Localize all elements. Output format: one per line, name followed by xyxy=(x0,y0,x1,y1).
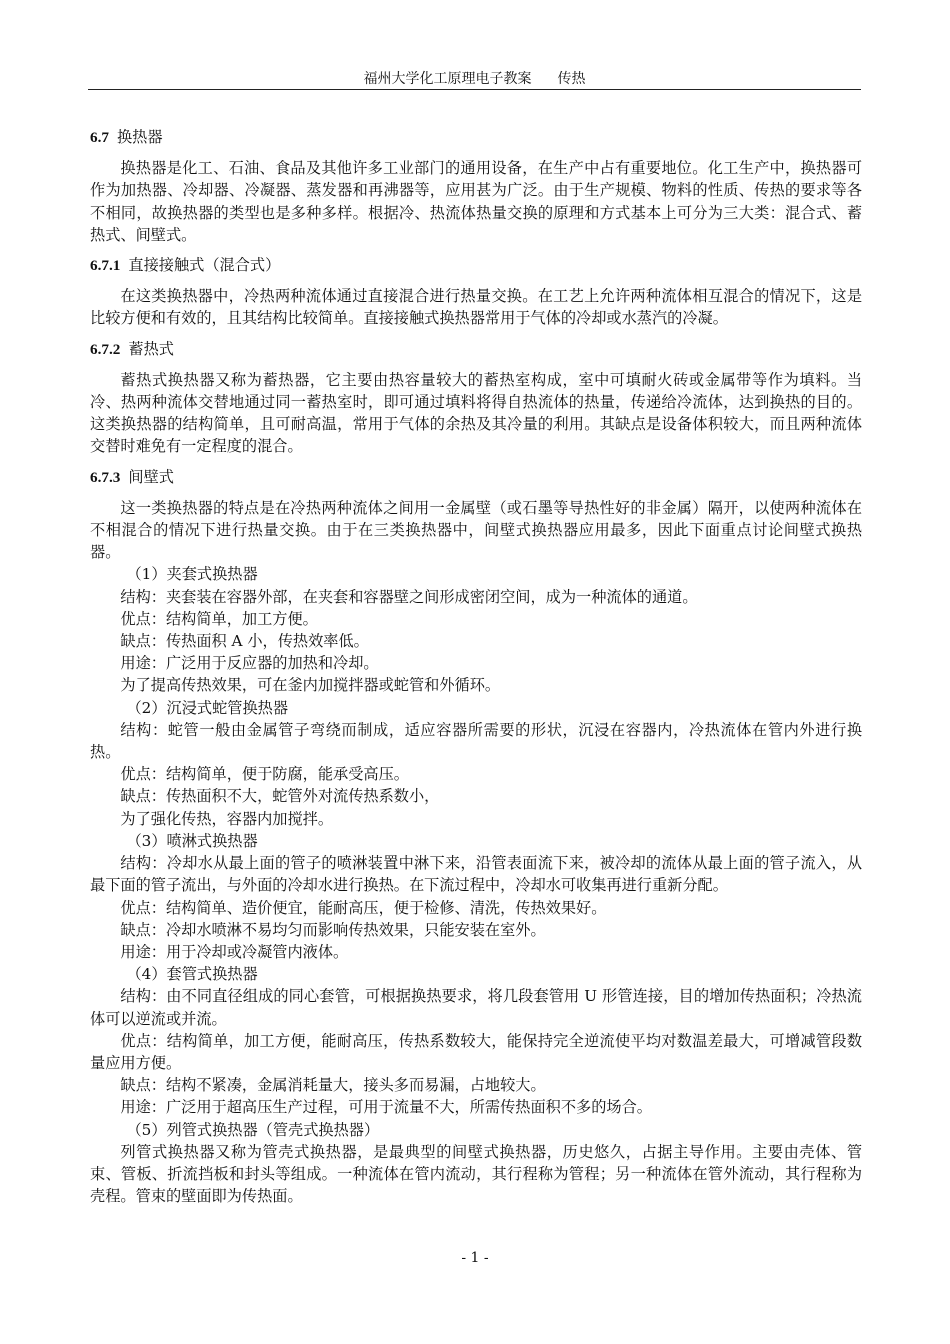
subheading-double-pipe-exchanger: （4）套管式换热器 xyxy=(126,965,258,984)
disadvantage-line: 缺点：冷却水喷淋不易均匀而影响传热效果，只能安装在室外。 xyxy=(120,920,546,939)
usage-line: 用途：广泛用于反应器的加热和冷却。 xyxy=(120,654,379,673)
paragraph: 蓄热式换热器又称为蓄热器，它主要由热容量较大的蓄热室构成，室中可填耐火砖或金属带等作为填料。当冷、热两种流体交替地通过同一蓄热室时，即可通过填料将得自热流体的热量，传递给冷流体，达到换热的目的。这类换热器的结构简单，且可耐高温，常用于气体的余热及其冷量的利用。其缺点是设备体积较大，而且两种流体交替时难免有一定程度的混合。 xyxy=(90,370,862,456)
structure-line: 结构：蛇管一般由金属管子弯绕而制成，适应容器所需要的形状，沉浸在容器内，冷热流体在管内外进行换热。 xyxy=(90,720,862,762)
structure-line: 结构：夹套装在容器外部，在夹套和容器壁之间形成密闭空间，成为一种流体的通道。 xyxy=(120,587,698,606)
subheading-coil-exchanger: （2）沉浸式蛇管换热器 xyxy=(126,698,289,717)
advantage-line: 优点：结构简单，便于防腐，能承受高压。 xyxy=(120,765,409,784)
paragraph: 列管式换热器又称为管壳式换热器，是最典型的间壁式换热器，历史悠久，占据主导作用。主要由壳体、管束、管板、折流挡板和封头等组成。一种流体在管内流动，其行程称为管程；另一种流体在管外流动，其行程称为壳程。管束的壁面即为传热面。 xyxy=(90,1142,862,1206)
structure-line: 结构：由不同直径组成的同心套管，可根据换热要求，将几段套管用 U 形管连接，目的增加传热面积；冷热流体可以逆流或并流。 xyxy=(90,987,862,1028)
page-header xyxy=(88,70,861,88)
usage-line: 用途：广泛用于超高压生产过程，可用于流量不大，所需传热面积不多的场合。 xyxy=(120,1098,652,1117)
subheading-spray-exchanger: （3）喷淋式换热器 xyxy=(126,831,258,850)
section-heading-6-7-1: 6.7.1 直接接触式（混合式） xyxy=(90,256,281,275)
advantage-line: 优点：结构简单、造价便宜，能耐高压，便于检修、清洗，传热效果好。 xyxy=(120,898,607,917)
section-heading-6-7: 6.7 换热器 xyxy=(90,128,163,146)
paragraph: 这一类换热器的特点是在冷热两种流体之间用一金属壁（或石墨等导热性好的非金属）隔开，以使两种流体在不相混合的情况下进行热量交换。由于在三类换热器中，间壁式换热器应用最多，因此下面重点讨论间壁式换热器。 xyxy=(90,498,862,562)
advantage-line: 优点：结构简单，加工方便，能耐高压，传热系数较大，能保持完全逆流使平均对数温差最大，可增减管段数量应用方便。 xyxy=(90,1031,862,1072)
note-line: 为了强化传热，容器内加搅拌。 xyxy=(120,809,334,828)
page-number: - 1 - xyxy=(461,1250,489,1266)
header-rule xyxy=(88,89,861,90)
header-title: 福州大学化工原理电子教案 xyxy=(363,71,532,87)
note-line: 为了提高传热效果，可在釜内加搅拌器或蛇管和外循环。 xyxy=(120,676,501,695)
document-body xyxy=(90,126,862,1207)
subheading-shell-tube-exchanger: （5）列管式换热器（管壳式换热器） xyxy=(126,1120,380,1139)
advantage-line: 优点：结构简单，加工方便。 xyxy=(120,609,318,628)
disadvantage-line: 缺点：结构不紧凑，金属消耗量大，接头多而易漏，占地较大。 xyxy=(120,1076,546,1095)
section-heading-6-7-2: 6.7.2 蓄热式 xyxy=(90,339,174,358)
subheading-jacket-exchanger: （1）夹套式换热器 xyxy=(126,565,258,584)
structure-line: 结构：冷却水从最上面的管子的喷淋装置中淋下来，沿管表面流下来，被冷却的流体从最上面的管子流入，从最下面的管子流出，与外面的冷却水进行换热。在下流过程中，冷却水可收集再进行重新分配。 xyxy=(90,854,862,895)
section-heading-6-7-3: 6.7.3 间壁式 xyxy=(90,467,174,486)
usage-line: 用途：用于冷却或冷凝管内液体。 xyxy=(120,942,349,961)
paragraph: 换热器是化工、石油、食品及其他许多工业部门的通用设备，在生产中占有重要地位。化工生产中，换热器可作为加热器、冷却器、冷凝器、蒸发器和再沸器等，应用甚为广泛。由于生产规模、物料的性质、传热的要求等各不相同，故换热器的类型也是多种多样。根据冷、热流体热量交换的原理和方式基本上可分为三大类：混合式、蓄热式、间壁式。 xyxy=(90,159,862,244)
header-chapter: 传热 xyxy=(557,71,586,87)
disadvantage-line: 缺点：传热面积 A 小，传热效率低。 xyxy=(120,632,369,651)
paragraph: 在这类换热器中，冷热两种流体通过直接混合进行热量交换。在工艺上允许两种流体相互混合的情况下，这是比较方便和有效的，且其结构比较简单。直接接触式换热器常用于气体的冷却或水蒸汽的冷凝。 xyxy=(90,287,862,328)
disadvantage-line: 缺点：传热面积不大，蛇管外对流传热系数小， xyxy=(120,787,440,806)
